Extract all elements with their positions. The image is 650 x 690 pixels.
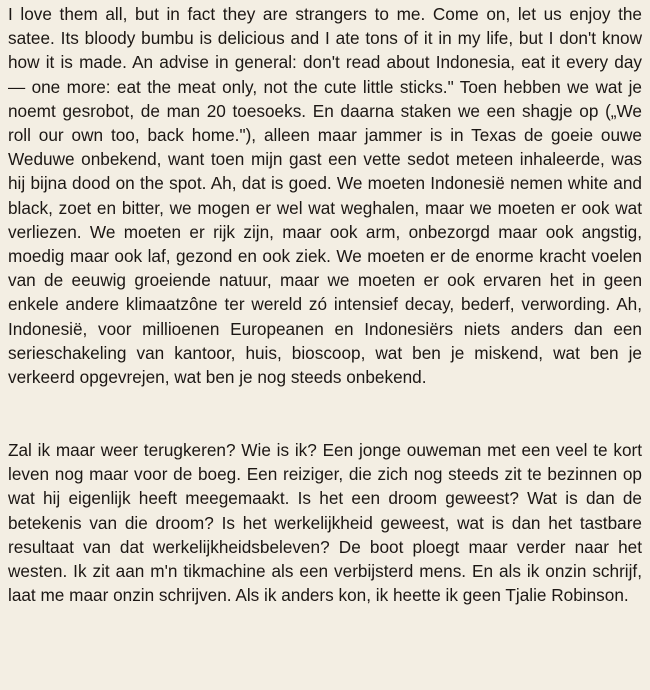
paragraph-1: I love them all, but in fact they are strangers to me. Come on, let us enjoy the satee. Its bloody bumbu is delicious and I ate tons of it in my life, but I don't know how it is made. An advise in general: don't read about Indonesia, eat it every day — one more: eat the meat only, not the cute little sticks." Toen hebben we wat je noemt gesrobot, de man 20 toesoeks. En daarna staken we een shagje op („We roll our own too, back home."), alleen maar jammer is in Texas de goeie ouwe Weduwe onbekend, want toen mijn gast een vette sedot meteen inhaleerde, was hij bijna dood on the spot. Ah, dat is goed. We moeten Indonesië nemen white and black, zoet en bitter, we mogen er wel wat weghalen, maar we moeten er ook wat verliezen. We moeten er rijk zijn, maar ook arm, onbezorgd maar ook angstig, moedig maar ook laf, gezond en ook ziek. We moeten er de enorme kracht voelen van de eeuwig groeiende natuur, maar we moeten er ook ervaren het in geen enkele andere klimaatzône ter wereld zó intensief decay, bederf, verwording. Ah, Indonesië, voor millioenen Europeanen en Indonesiërs niets anders dan een serieschakeling van kantoor, huis, bioscoop, wat ben je miskend, wat ben je verkeerd opgevrejen, wat ben je nog steeds onbekend. bbox=[8, 4, 642, 388]
paragraph-2: Zal ik maar weer terugkeren? Wie is ik? Een jonge ouweman met een veel te kort leven nog maar voor de boeg. Een reiziger, die zich nog steeds zit te bezinnen op wat hij eigenlijk heeft meegemaakt. Is het een droom geweest? Wat is dan de betekenis van die droom? Is het werkelijkheid geweest, wat is dan het tastbare resultaat van dat werkelijkheidsbeleven? De boot ploegt maar verder naar het westen. Ik zit aan m'n tikmachine als een verbijsterd mens. En als ik onzin schrijf, laat me maar onzin schrijven. Als ik anders kon, ik heette ik geen Tjalie Robinson. bbox=[8, 440, 642, 606]
